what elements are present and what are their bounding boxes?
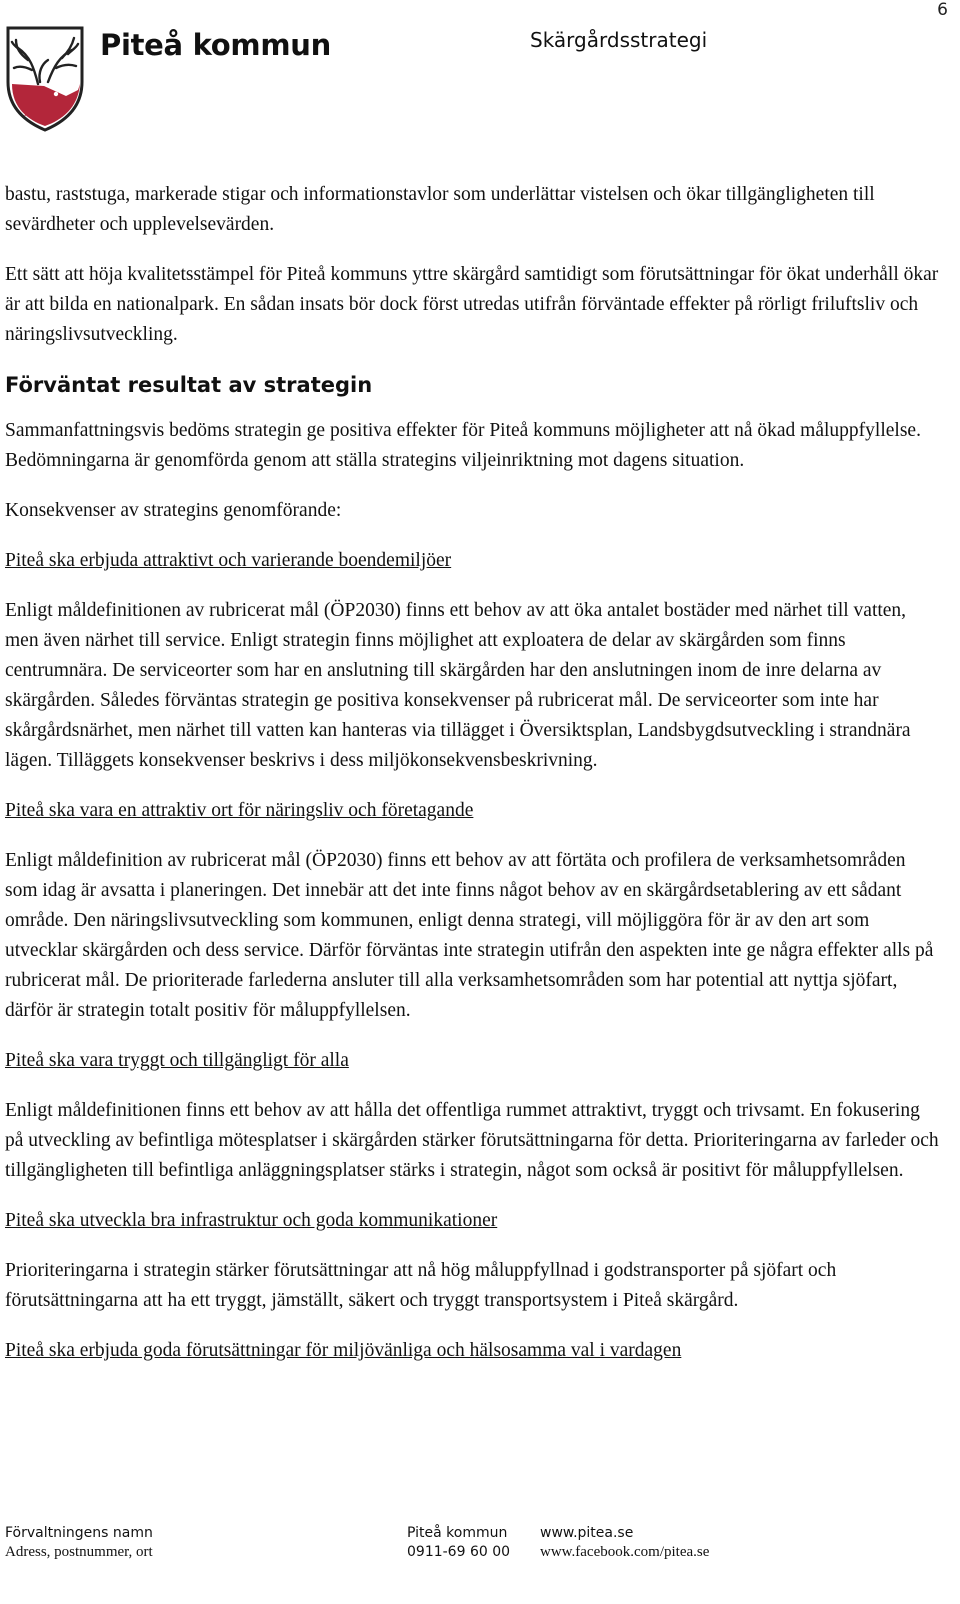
org-name: Piteå kommun bbox=[100, 28, 331, 62]
paragraph: Enligt måldefinition av rubricerat mål (ÖP2030) finns ett behov av att förtäta och profilera de verksamhetsområden som idag är avsatta i planeringen. Det innebär att det inte finns något behov av en skärgårdsetablering av ett sådant område. Den näringslivsutveckling som kommunen, enligt denna strategi, vill möjliggöra för är av den art som utvecklar skärgården och dess service. Därför förväntas inte strategin utifrån den aspekten inte ge några effekter alls på rubricerat mål. De prioriterade farlederna ansluter till alla verksamhetsområden som har potential att nyttja sjöfart, därför är strategin totalt positiv för måluppfyllelsen. bbox=[5, 850, 934, 1021]
footer-facebook-link[interactable]: www.facebook.com/pitea.se bbox=[540, 1544, 710, 1560]
subheading: Piteå ska erbjuda attraktivt och varierande boendemiljöer bbox=[5, 550, 452, 571]
paragraph: bastu, raststuga, markerade stigar och informationstavlor som underlättar vistelsen och ökar tillgängligheten till sevärdheter och upplevelsevärden. bbox=[5, 184, 875, 235]
footer-org: Piteå kommun bbox=[407, 1525, 508, 1541]
footer-department: Förvaltningens namn bbox=[5, 1525, 153, 1541]
subheading: Piteå ska erbjuda goda förutsättningar för miljövänliga och hälsosamma val i vardagen bbox=[5, 1340, 682, 1361]
document-body bbox=[5, 180, 940, 1386]
page-footer bbox=[5, 1524, 945, 1584]
paragraph: Prioriteringarna i strategin stärker förutsättningar att nå hög måluppfyllnad i godstransporter på sjöfart och förutsättningarna att ha ett tryggt, jämställt, säkert och tryggt transportsystem i Piteå skärgård. bbox=[5, 1260, 837, 1311]
paragraph: Ett sätt att höja kvalitetsstämpel för Piteå kommuns yttre skärgård samtidigt som förutsättningar för ökat underhåll ökar är att bilda en nationalpark. En sådan insats bör dock först utredas utifrån förväntade effekter på rörligt friluftsliv och näringslivsutveckling. bbox=[5, 264, 939, 345]
section-heading: Förväntat resultat av strategin bbox=[5, 373, 373, 397]
footer-phone: 0911-69 60 00 bbox=[407, 1544, 511, 1560]
paragraph: Enligt måldefinitionen av rubricerat mål (ÖP2030) finns ett behov av att öka antalet bostäder med närhet till vatten, men även närhet till service. Enligt strategin finns möjlighet att exploatera de delar av skärgården som finns centrumnära. De serviceorter som har en anslutning till skärgården har den anslutningen inom de inre delarna av skärgården. Således förväntas strategin ge positiva konsekvenser på rubricerat mål. De serviceorter som inte har skårgårdsnärhet, men närhet till vatten kan hanteras via tillägget i Översiktsplan, Landsbygdsutveckling i strandnära lägen. Tilläggets konsekvenser beskrivs i dess miljökonsekvensbeskrivning. bbox=[5, 600, 911, 771]
subheading: Piteå ska vara en attraktiv ort för näringsliv och företagande bbox=[5, 800, 474, 821]
document-title: Skärgårdsstrategi bbox=[530, 28, 708, 52]
paragraph: Konsekvenser av strategins genomförande: bbox=[5, 500, 342, 521]
page-number: 6 bbox=[937, 0, 948, 20]
footer-address: Adress, postnummer, ort bbox=[5, 1544, 153, 1560]
reindeer-coat-of-arms-icon bbox=[4, 24, 86, 132]
footer-website-link[interactable]: www.pitea.se bbox=[540, 1525, 634, 1541]
subheading: Piteå ska vara tryggt och tillgängligt för alla bbox=[5, 1050, 349, 1071]
paragraph: Enligt måldefinitionen finns ett behov av att hålla det offentliga rummet attraktivt, tryggt och trivsamt. En fokusering på utveckling av befintliga mötesplatser i skärgården stärker förutsättningarna för detta. Prioriteringarna av farleder och tillgängligheten till befintliga anläggningsplatser stärks i strategin, något som också är positivt för måluppfyllelsen. bbox=[5, 1100, 939, 1181]
paragraph: Sammanfattningsvis bedöms strategin ge positiva effekter för Piteå kommuns möjligheter att nå ökad måluppfyllelse. Bedömningarna är genomförda genom att ställa strategins viljeinriktning mot dagens situation. bbox=[5, 420, 921, 471]
subheading: Piteå ska utveckla bra infrastruktur och goda kommunikationer bbox=[5, 1210, 498, 1231]
